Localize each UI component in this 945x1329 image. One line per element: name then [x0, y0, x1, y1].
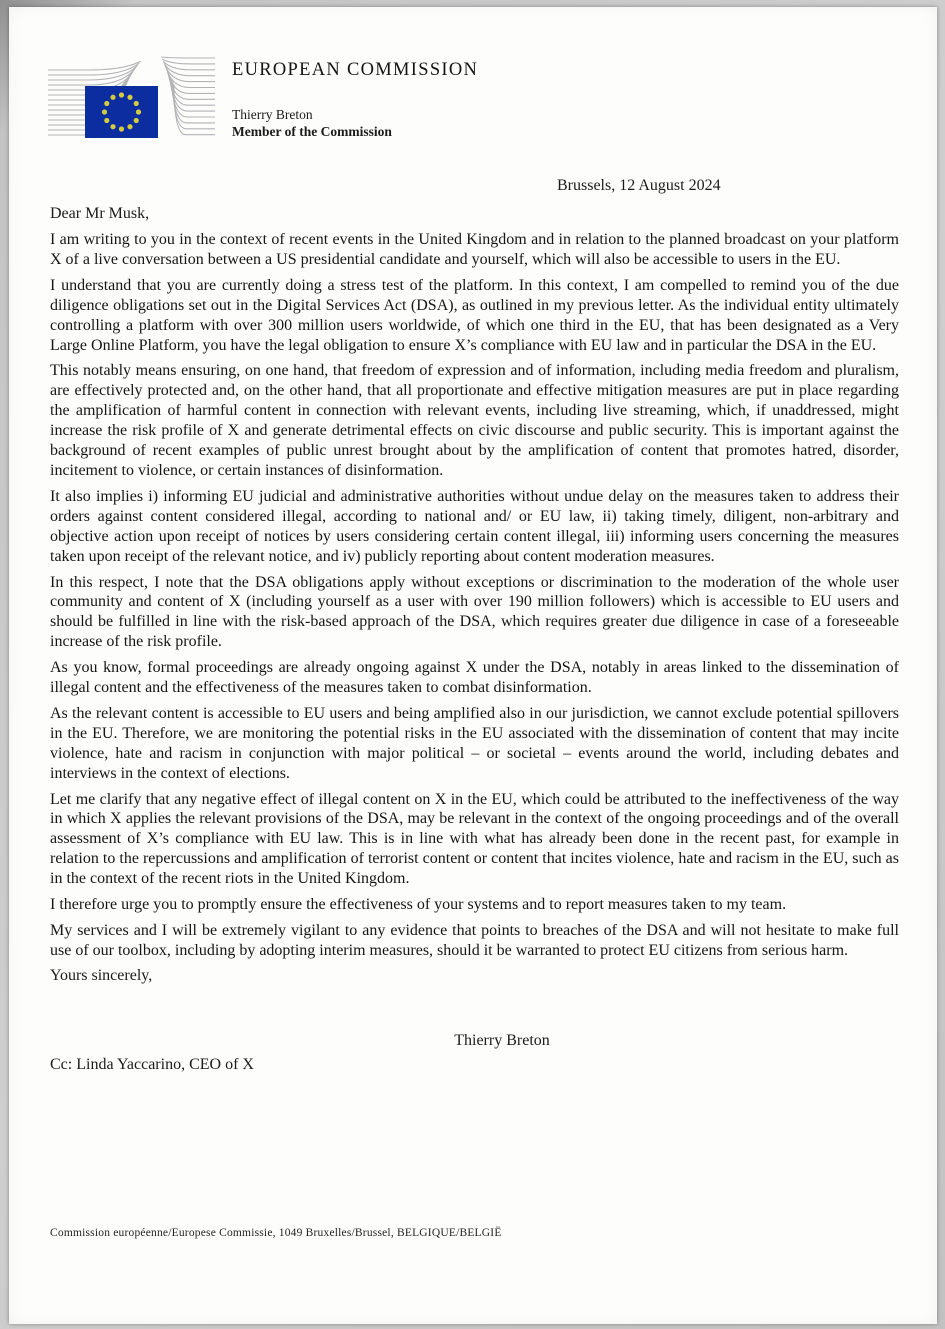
eu-flag-icon [85, 86, 158, 138]
cc-line: Cc: Linda Yaccarino, CEO of X [50, 1055, 254, 1073]
body-paragraph: My services and I will be extremely vigilant to any evidence that points to breaches of the DSA and will not hesitate to make full use of our toolbox, including by adopting interim measures, should it be warranted to protect EU citizens from serious harm. [50, 922, 899, 959]
signature-name: Thierry Breton [454, 1031, 550, 1049]
body-paragraph: I understand that you are currently doing a stress test of the platform. In this context, I am compelled to remind you of the due diligence obligations set out in the Digital Services Act (DSA), as outlined in my previous letter. As the individual entity ultimately controlling a platform with over 300 million users worldwide, of which one third in the EU, that has been designated as a Very Large Online Platform, you have the legal obligation to ensure X’s compliance with EU law and in particular the DSA in the EU. [50, 276, 899, 354]
sender-block [232, 107, 478, 140]
body-paragraph: Let me clarify that any negative effect of illegal content on X in the EU, which could be attributed to the ineffectiveness of the way in which X applies the relevant provisions of the DSA, may be relevant in the context of the ongoing proceedings and of the overall assessment of X’s compliance with EU law. This is in line with what has already been done in the recent past, for example in relation to the repercussions and amplification of terrorist content or content that incites violence, hate and racism in the EU, such as in the context of the recent riots in the United Kingdom. [50, 790, 899, 888]
sender-name: Thierry Breton [232, 107, 313, 122]
paper-sheet [9, 7, 937, 1324]
body-paragraph: As you know, formal proceedings are already ongoing against X under the DSA, notably in areas linked to the dissemination of illegal content and the effectiveness of the measures taken to combat disinformation. [50, 659, 899, 697]
european-commission-logo [48, 56, 216, 162]
closing: Yours sincerely, [50, 966, 153, 984]
date-line: Brussels, 12 August 2024 [557, 177, 721, 194]
org-name: EUROPEAN COMMISSION [232, 60, 479, 80]
body-paragraph: I am writing to you in the context of recent events in the United Kingdom and in relation to the planned broadcast on your platform X of a live conversation between a US presidential candidate and yourself, which will also be accessible to users in the EU. [50, 231, 899, 268]
sender-title: Member of the Commission [232, 123, 392, 139]
letterhead [50, 56, 899, 162]
letter-content [50, 7, 899, 1074]
letterhead-text [232, 56, 478, 140]
letter-body [50, 230, 899, 961]
european-commission-logo-svg [48, 56, 216, 162]
body-paragraph: This notably means ensuring, on one hand, that freedom of expression and of information, including media freedom and pluralism, are effectively protected and, on the other hand, that all proportionate and effective mitigation measures are put in place regarding the amplification of harmful content in connection with relevant events, including live streaming, which, if unaddressed, might increase the risk profile of X and generate detrimental effects on civic discourse and public security. This is important against the background of recent examples of public unrest brought about by the amplification of content that promotes hatred, disorder, incitement to violence, or certain instances of disinformation. [50, 362, 899, 479]
footer-address: Commission européenne/Europese Commissie, 1049 Bruxelles/Brussel, BELGIQUE/BELGIË [50, 1227, 502, 1239]
salutation: Dear Mr Musk, [50, 205, 150, 222]
body-paragraph: I therefore urge you to promptly ensure the effectiveness of your systems and to report measures taken to my team. [50, 896, 787, 914]
body-paragraph: As the relevant content is accessible to EU users and being amplified also in our jurisdiction, we cannot exclude potential spillovers in the EU. Therefore, we are monitoring the potential risks in the EU associated with the dissemination of content that may incite violence, hate and racism in conjunction with major political – or societal – events around the world, including debates and interviews in the context of elections. [50, 704, 899, 782]
body-paragraph: In this respect, I note that the DSA obligations apply without exceptions or discrimination to the moderation of the whole user community and content of X (including yourself as a user with over 190 million followers) which is accessible to EU users and should be fulfilled in line with the risk-based approach of the DSA, which requires greater due diligence in case of a foreseeable increase of the risk profile. [50, 573, 899, 651]
body-paragraph: It also implies i) informing EU judicial and administrative authorities without undue delay on the measures taken to address their orders against content considered illegal, according to national and/ or EU law, ii) taking timely, diligent, non-arbitrary and objective action upon receipt of notices by users considering certain content illegal, iii) informing users concerning the measures taken upon receipt of the relevant notice, and iv) publicly reporting about content moderation measures. [50, 487, 899, 565]
